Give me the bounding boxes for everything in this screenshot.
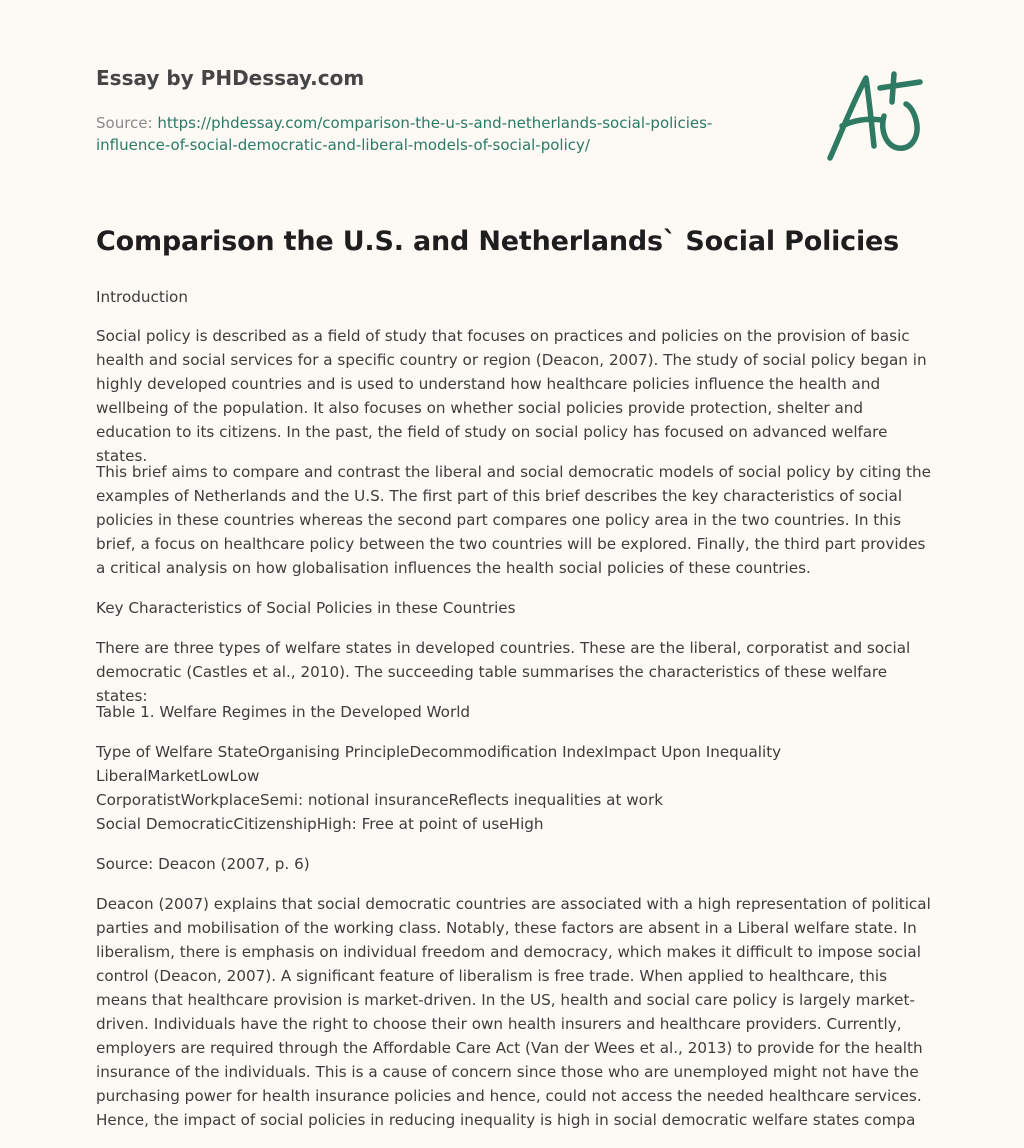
paragraph-4: Deacon (2007) explains that social democratic countries are associated with a high representation of political parties and mobilisation of the working class. Notably, these factors are absent in a Liberal welfare state. In liberalism, there is emphasis on individual freedom and democracy, which makes it difficult to impose social control (Deacon, 2007). A significant feature of liberalism is free trade. When applied to healthcare, this means that healthcare provision is market-driven. In the US, health and social care policy is largely market-driven. Individuals have the right to choose their own health insurers and healthcare providers. Currently, employers are required through the Affordable Care Act (Van der Wees et al., 2013) to provide for the health insurance of the individuals. This is a cause of concern since those who are unemployed might not have the purchasing power for health insurance policies and hence, could not access the needed healthcare services. Hence, the impact of social policies in reducing inequality is high in social democratic welfare states compa xyxy=(96,895,931,1129)
paragraph-3: There are three types of welfare states in developed countries. These are the liberal, corporatist and social democratic (Castles et al., 2010). The succeeding table summarises the characteristics of these welfare states: xyxy=(96,639,911,705)
table-row: Type of Welfare StateOrganising PrincipleDecommodification IndexImpact Upon Inequality xyxy=(96,743,782,761)
source-link[interactable]: https://phdessay.com/comparison-the-u-s-and-netherlands-social-policies-influence-of-social-democratic-and-liberal-models-of-social-policy/ xyxy=(96,114,713,154)
table-row: Social DemocraticCitizenshipHigh: Free at point of useHigh xyxy=(96,815,544,833)
article-title: Comparison the U.S. and Netherlands` Social Policies xyxy=(96,226,900,257)
table-row: CorporatistWorkplaceSemi: notional insuranceReflects inequalities at work xyxy=(96,791,664,809)
table-row: LiberalMarketLowLow xyxy=(96,767,260,785)
table-source: Source: Deacon (2007, p. 6) xyxy=(96,855,310,873)
a-plus-logo-icon xyxy=(820,66,930,166)
welfare-table xyxy=(96,740,932,836)
source-label: Source: xyxy=(96,114,158,132)
key-characteristics-heading: Key Characteristics of Social Policies in these Countries xyxy=(96,599,516,617)
source-line xyxy=(96,112,756,156)
paragraph-2: This brief aims to compare and contrast the liberal and social democratic models of social policy by citing the examples of Netherlands and the U.S. The first part of this brief describes the key characteristics of social policies in these countries whereas the second part compares one policy area in the two countries. In this brief, a focus on healthcare policy between the two countries will be explored. Finally, the third part provides a critical analysis on how globalisation influences the health social policies of these countries. xyxy=(96,463,931,577)
intro-heading: Introduction xyxy=(96,288,188,306)
paragraph-1: Social policy is described as a field of study that focuses on practices and policies on the provision of basic health and social services for a specific country or region (Deacon, 2007). The study of social policy began in highly developed countries and is used to understand how healthcare policies influence the health and wellbeing of the population. It also focuses on whether social policies provide protection, shelter and education to its citizens. In the past, the field of study on social policy has focused on advanced welfare states. xyxy=(96,327,927,465)
table-caption: Table 1. Welfare Regimes in the Developed World xyxy=(96,703,471,721)
site-brand: Essay by PHDessay.com xyxy=(96,66,365,90)
